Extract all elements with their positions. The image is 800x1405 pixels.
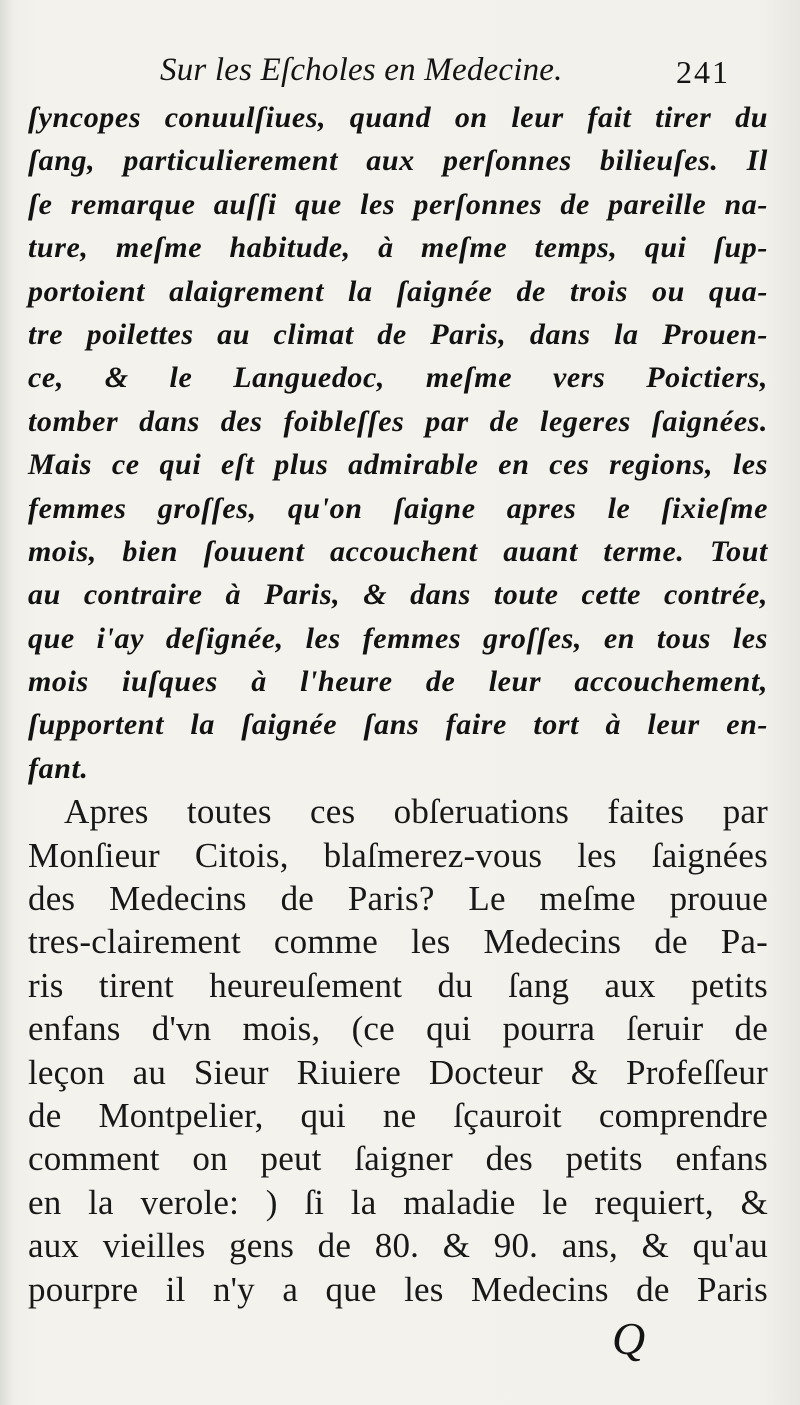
text-line: au contraire à Paris, & dans toute cette contrée,	[28, 578, 768, 612]
text-line: mois, bien ſouuent accouchent auant terme. Tout	[28, 534, 768, 568]
text-line: femmes groſſes, qu'on ſaigne apres le ſixieſme	[28, 491, 768, 525]
page-header	[0, 46, 800, 96]
text-line: que i'ay deſignée, les femmes groſſes, en tous les	[28, 621, 768, 655]
text-line: ture, meſme habitude, à meſme temps, qui ſup-	[28, 231, 768, 265]
text-line: des Medecins de Paris? Le meſme prouue	[28, 879, 768, 919]
text-line: leçon au Sieur Riuiere Docteur & Profeſſeur	[28, 1052, 768, 1092]
text-line: ſe remarque auſſi que les perſonnes de pareille na-	[28, 187, 768, 221]
page-number: 241	[676, 54, 730, 90]
text-line: comment on peut ſaigner des petits enfans	[28, 1139, 768, 1179]
text-line: Mais ce qui eſt plus admirable en ces regions, les	[28, 448, 768, 482]
text-line: aux vieilles gens de 80. & 90. ans, & qu'au	[28, 1226, 768, 1266]
text-line: de Montpelier, qui ne ſçauroit comprendre	[28, 1095, 768, 1135]
text-line: portoient alaigrement la ſaignée de trois ou qua-	[28, 274, 768, 308]
text-line: Monſieur Citois, blaſmerez-vous les ſaignées	[28, 835, 768, 875]
body-text	[28, 96, 768, 1311]
text-line: enfans d'vn mois, (ce qui pourra ſeruir de	[28, 1009, 768, 1049]
text-line: en la verole: ) ſi la maladie le requiert, &	[28, 1182, 768, 1222]
running-title: Sur les Eſcholes en Medecine.	[160, 52, 563, 88]
text-line: ſupportent la ſaignée ſans faire tort à leur en-	[28, 708, 768, 742]
text-line: ſang, particulierement aux perſonnes bilieuſes. Il	[28, 144, 768, 178]
text-line: fant.	[28, 751, 89, 785]
text-line: ſyncopes conuulſiues, quand on leur fait tirer du	[28, 101, 768, 134]
text-line: ris tirent heureuſement du ſang aux petits	[28, 965, 768, 1005]
text-line: tre poilettes au climat de Paris, dans la Prouen-	[28, 317, 768, 351]
text-line: mois iuſques à l'heure de leur accouchement,	[28, 665, 768, 699]
catchword: Q	[612, 1313, 646, 1364]
text-line: ce, & le Languedoc, meſme vers Poictiers,	[28, 361, 768, 395]
paragraph-first-line: Apres toutes ces obſeruations faites par	[64, 792, 768, 832]
text-line: pourpre il n'y a que les Medecins de Paris	[28, 1269, 768, 1309]
text-line: tres-clairement comme les Medecins de Pa-	[28, 922, 768, 962]
text-line: tomber dans des foibleſſes par de legeres ſaignées.	[28, 404, 768, 438]
